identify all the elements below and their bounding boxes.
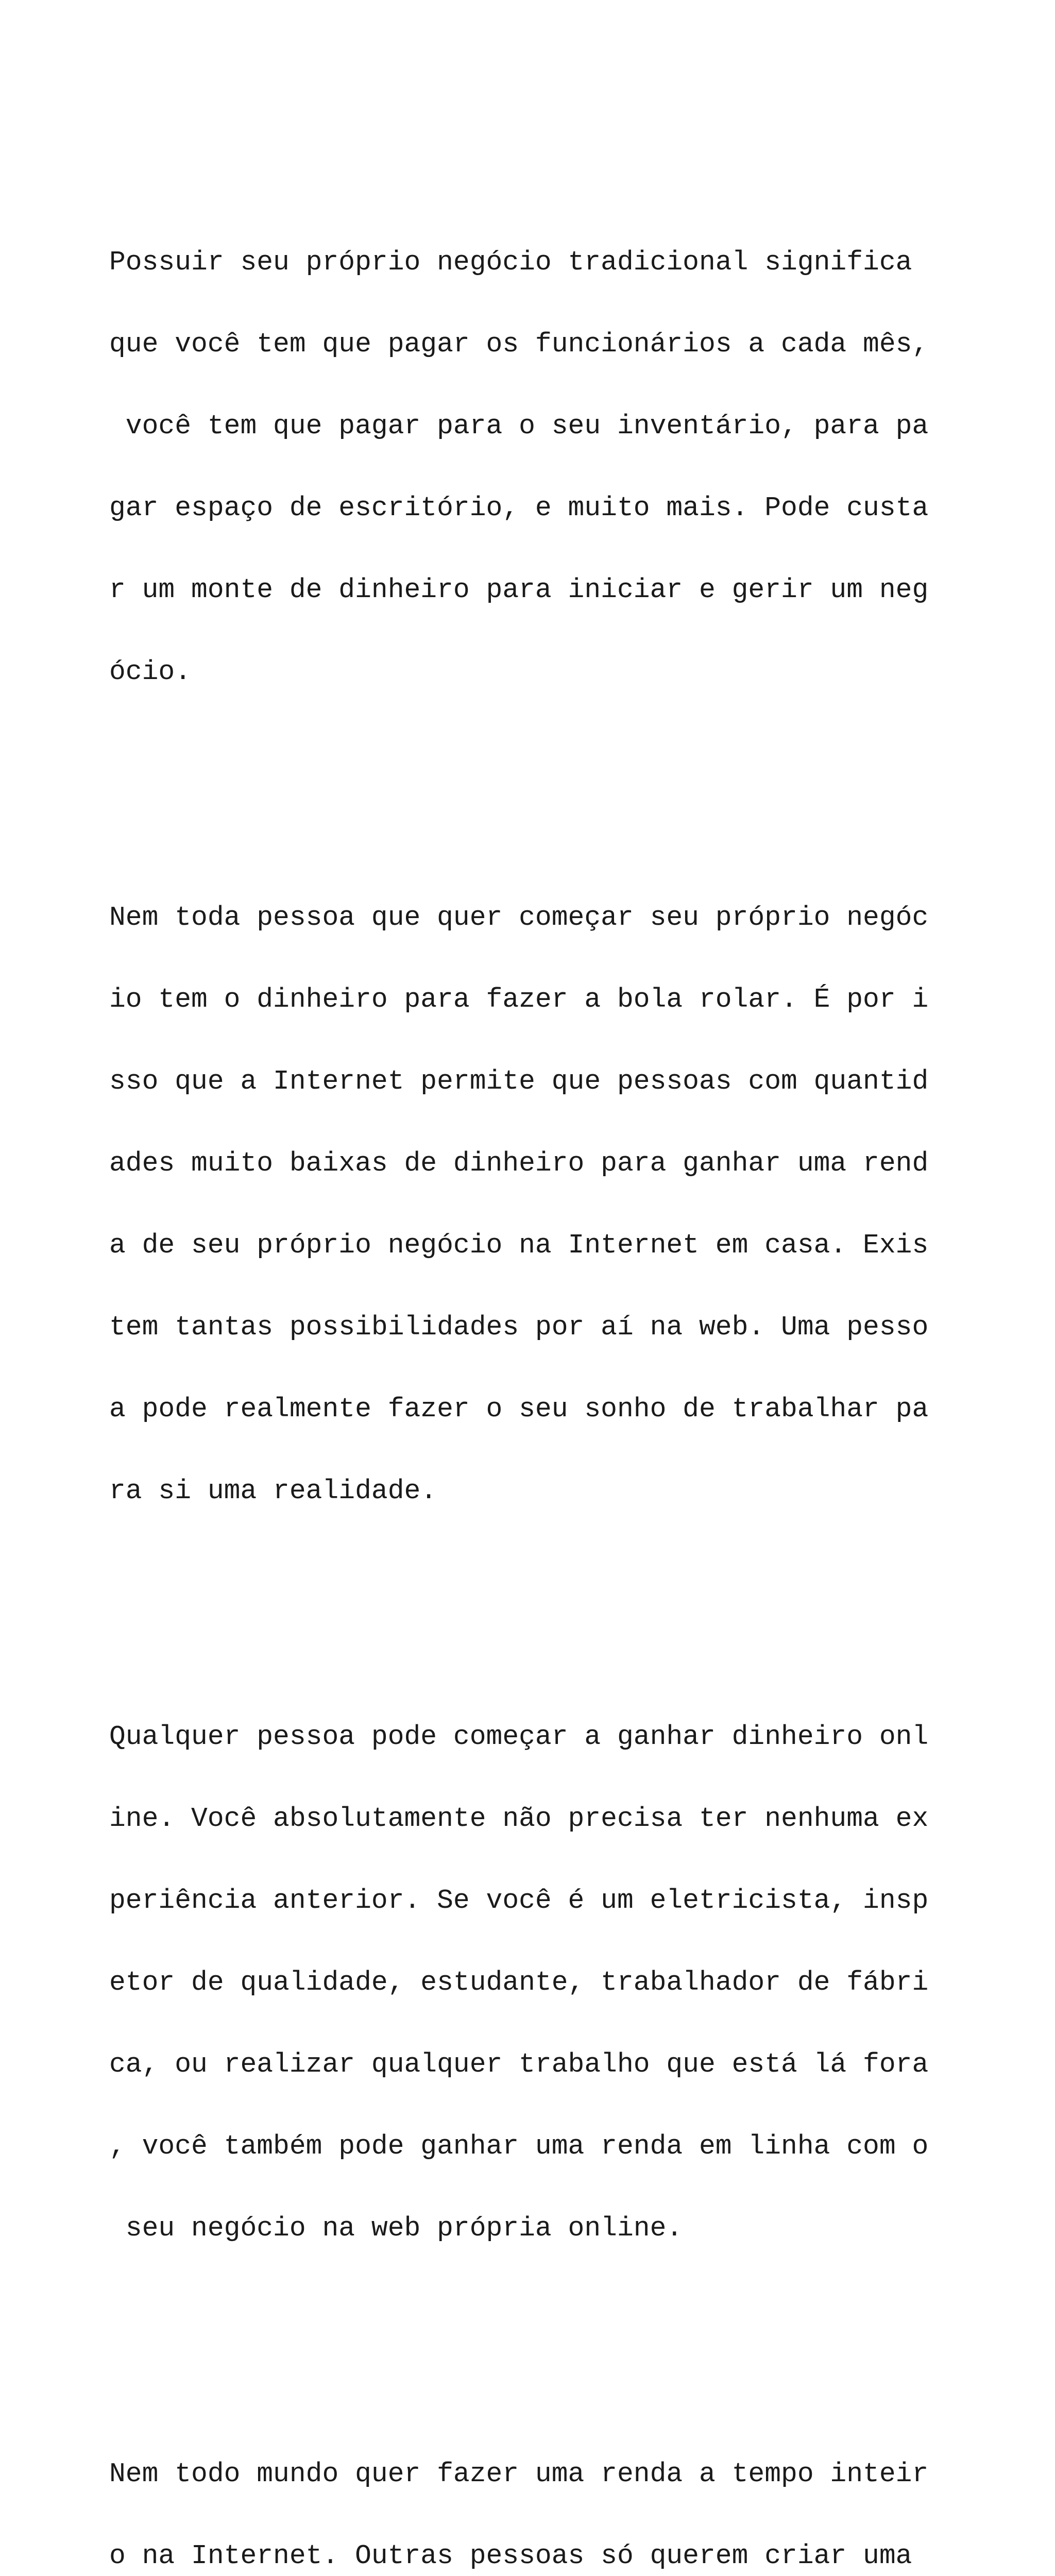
text-line: Possuir seu próprio negócio tradicional significa (109, 247, 912, 278)
text-line: que você tem que pagar os funcionários a cada mês, (109, 329, 929, 360)
paragraph-4 (109, 2406, 1036, 2576)
text-line: Nem todo mundo quer fazer uma renda a tempo inteir (109, 2459, 929, 2489)
text-line: etor de qualidade, estudante, trabalhador de fábri (109, 1967, 929, 1998)
text-line: sso que a Internet permite que pessoas com quantid (109, 1066, 929, 1097)
text-line: ades muito baixas de dinheiro para ganhar uma rend (109, 1148, 929, 1179)
text-line: , você também pode ganhar uma renda em linha com o (109, 2131, 929, 2162)
text-line: ine. Você absolutamente não precisa ter nenhuma ex (109, 1803, 929, 1834)
text-line: ca, ou realizar qualquer trabalho que está lá fora (109, 2049, 929, 2080)
text-line: seu negócio na web própria online. (109, 2213, 683, 2244)
text-line: r um monte de dinheiro para iniciar e gerir um neg (109, 574, 929, 605)
paragraph-2 (109, 850, 1036, 1560)
text-line: Nem toda pessoa que quer começar seu próprio negóc (109, 902, 929, 933)
text-line: tem tantas possibilidades por aí na web. Uma pesso (109, 1312, 929, 1343)
text-line: a de seu próprio negócio na Internet em casa. Exis (109, 1230, 929, 1261)
document-body (109, 112, 1036, 2576)
text-line: você tem que pagar para o seu inventário, para pa (109, 411, 929, 442)
text-line: ócio. (109, 656, 192, 687)
text-line: ra si uma realidade. (109, 1476, 437, 1506)
text-line: periência anterior. Se você é um eletricista, insp (109, 1885, 929, 1916)
text-line: Qualquer pessoa pode começar a ganhar dinheiro onl (109, 1721, 929, 1752)
text-line: a pode realmente fazer o seu sonho de trabalhar pa (109, 1394, 929, 1425)
paragraph-3 (109, 1669, 1036, 2297)
paragraph-1 (109, 194, 1036, 740)
text-line: o na Internet. Outras pessoas só querem criar uma (109, 2540, 912, 2571)
text-line: io tem o dinheiro para fazer a bola rolar. É por i (109, 984, 929, 1015)
text-line: gar espaço de escritório, e muito mais. Pode custa (109, 493, 929, 523)
